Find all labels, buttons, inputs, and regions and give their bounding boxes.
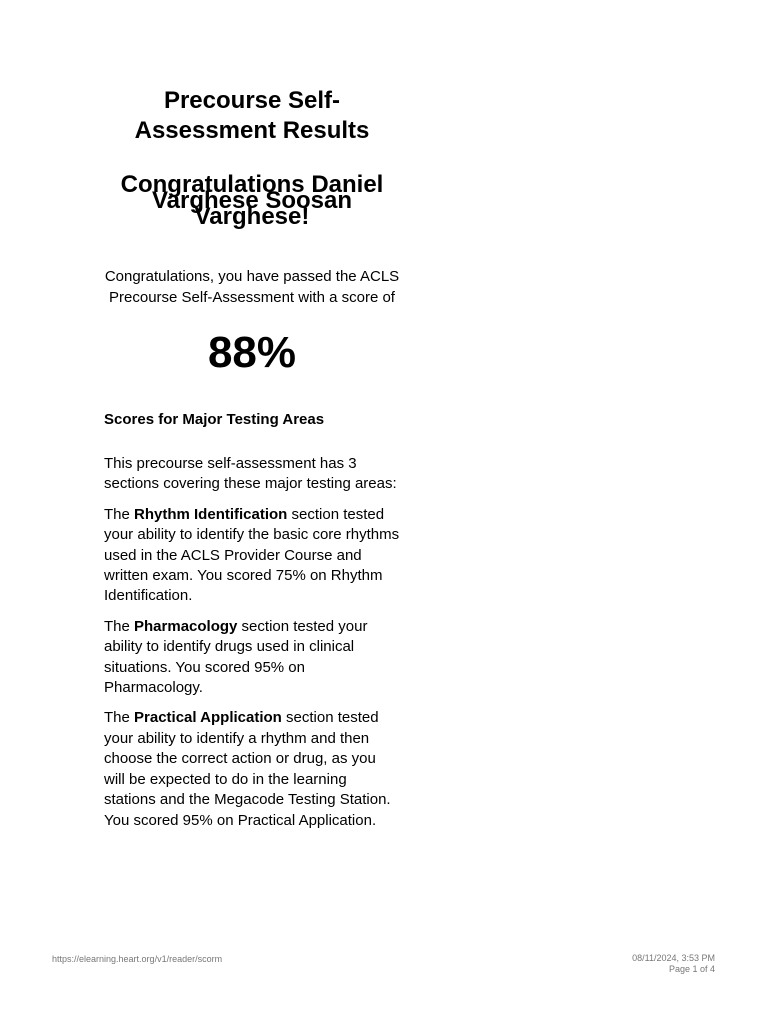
print-datetime: 08/11/2024, 3:53 PM — [632, 953, 715, 963]
pass-message: Congratulations, you have passed the ACLS Precourse Self-Assessment with a score of — [104, 268, 400, 306]
paragraph-prefix: The — [104, 709, 135, 727]
congratulations-heading: Congratulations Daniel Varghese Soosan Varghese! — [120, 171, 384, 230]
rhythm-identification-paragraph — [104, 505, 400, 607]
paragraph-text: section tested your ability to identify drugs used in clinical situations. You scored 95% on Pharmacology. — [104, 617, 368, 697]
section-name-practical-application: Practical Application — [134, 709, 282, 727]
footer-meta — [632, 953, 715, 975]
section-name-rhythm-identification: Rhythm Identification — [134, 505, 288, 523]
pharmacology-paragraph — [104, 617, 400, 699]
overall-score: 88% — [207, 328, 297, 377]
testing-areas-heading: Scores for Major Testing Areas — [104, 411, 325, 428]
paragraph-text: section tested your ability to identify a rhythm and then choose the correct action or drug, as you will be expected to do in the learning stations and the Megacode Testing Station. You scored 95% on Practical Application. — [104, 709, 391, 829]
section-name-pharmacology: Pharmacology — [134, 617, 238, 635]
page-number: Page 1 of 4 — [668, 964, 715, 974]
page-title: Precourse Self-Assessment Results — [134, 87, 370, 144]
footer-url: https://elearning.heart.org/v1/reader/scorm — [52, 954, 223, 964]
paragraph-prefix: The — [104, 505, 135, 523]
paragraph-text: section tested your ability to identify the basic core rhythms used in the ACLS Provider Course and written exam. You scored 75% on Rhythm Identification. — [104, 505, 400, 605]
practical-application-paragraph — [104, 708, 400, 830]
results-content — [104, 86, 400, 831]
paragraph-prefix: The — [104, 617, 135, 635]
overview-paragraph: This precourse self-assessment has 3 sections covering these major testing areas: — [104, 455, 397, 493]
